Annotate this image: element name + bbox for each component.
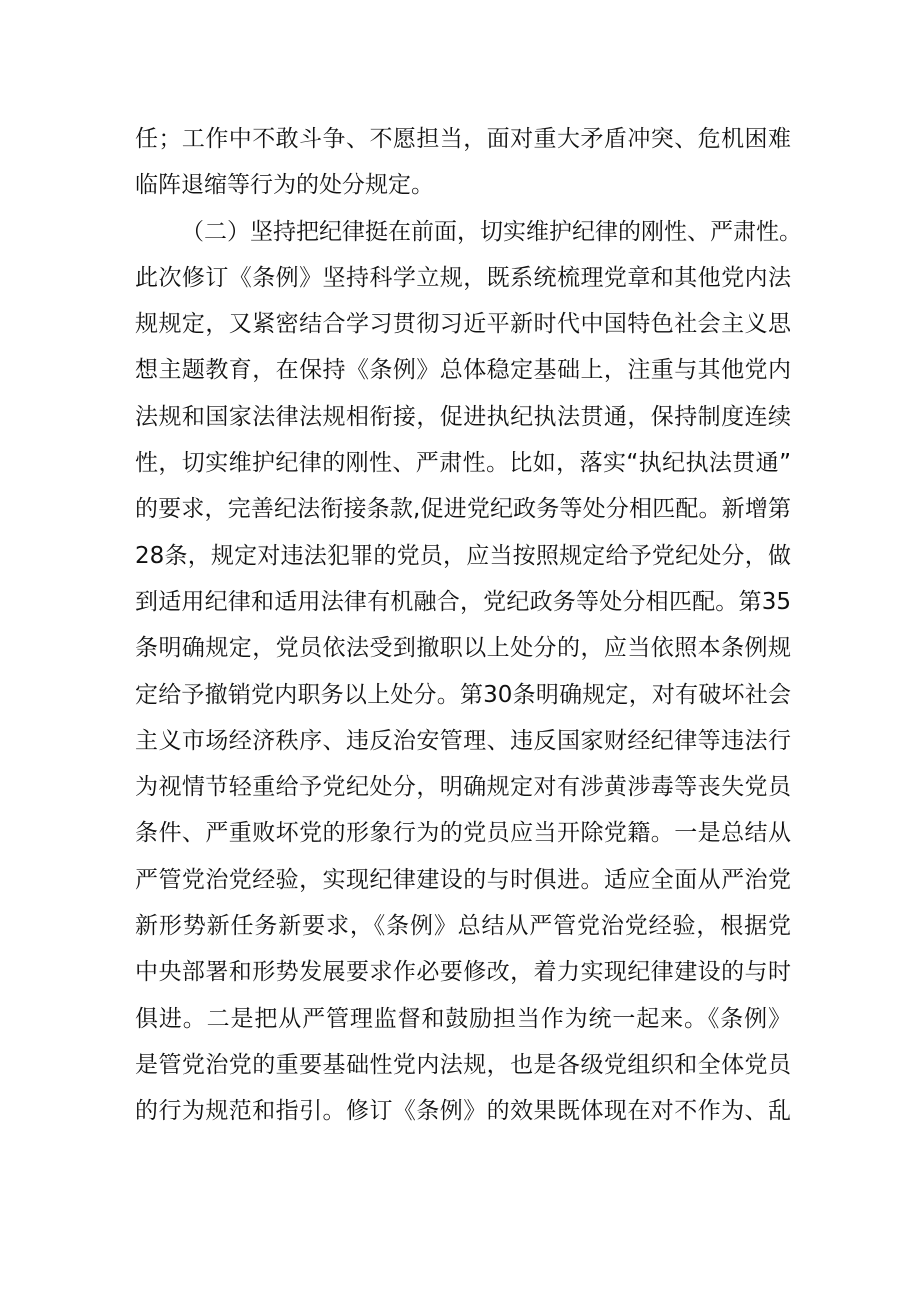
text-line: 严管党治党经验，实现纪律建设的与时俱进。适应全面从严治党: [135, 866, 791, 893]
text-line: 为视情节轻重给予党纪处分，明确规定对有涉黄涉毒等丧失党员: [135, 774, 791, 801]
text-line: 俱进。二是把从严管理监督和鼓励担当作为统一起来。《条例》: [135, 1005, 791, 1032]
text-line: 中央部署和形势发展要求作必要修改，着力实现纪律建设的与时: [135, 959, 791, 986]
text-line: 主义市场经济秩序、违反治安管理、违反国家财经纪律等违法行: [135, 727, 791, 754]
text-line: 法规和国家法律法规相衔接，促进执纪执法贯通，保持制度连续: [135, 403, 791, 430]
text-line: 想主题教育，在保持《条例》总体稳定基础上，注重与其他党内: [135, 357, 791, 384]
text-line: 此次修订《条例》坚持科学立规，既系统梳理党章和其他党内法: [135, 264, 791, 291]
text-line: 的行为规范和指引。修订《条例》的效果既体现在对不作为、乱: [135, 1098, 791, 1125]
text-line: 28条，规定对违法犯罪的党员，应当按照规定给予党纪处分，做: [135, 542, 791, 569]
text-line: 条明确规定，党员依法受到撤职以上处分的，应当依照本条例规: [135, 635, 791, 662]
text-line: 新形势新任务新要求，《条例》总结从严管党治党经验，根据党: [135, 913, 791, 940]
text-line: 条件、严重败坏党的形象行为的党员应当开除党籍。一是总结从: [135, 820, 791, 847]
body-text: [135, 116, 802, 1135]
section-heading-line: （二）坚持把纪律挺在前面，切实维护纪律的刚性、严肃性。: [181, 218, 802, 245]
text-line: 性，切实维护纪律的刚性、严肃性。比如，落实“执纪执法贯通”: [135, 450, 791, 477]
text-line: 任；工作中不敢斗争、不愿担当，面对重大矛盾冲突、危机困难: [135, 126, 791, 152]
text-line: 定给予撤销党内职务以上处分。第30条明确规定，对有破坏社会: [135, 681, 791, 708]
text-line: 规规定，又紧密结合学习贯彻习近平新时代中国特色社会主义思: [135, 311, 791, 338]
text-line: 临阵退缩等行为的处分规定。: [135, 172, 434, 199]
text-line: 的要求，完善纪法衔接条款,促进党纪政务等处分相匹配。新增第: [135, 496, 791, 523]
text-line: 是管党治党的重要基础性党内法规，也是各级党组织和全体党员: [135, 1051, 791, 1078]
text-line: 到适用纪律和适用法律有机融合，党纪政务等处分相匹配。第35: [135, 588, 791, 615]
